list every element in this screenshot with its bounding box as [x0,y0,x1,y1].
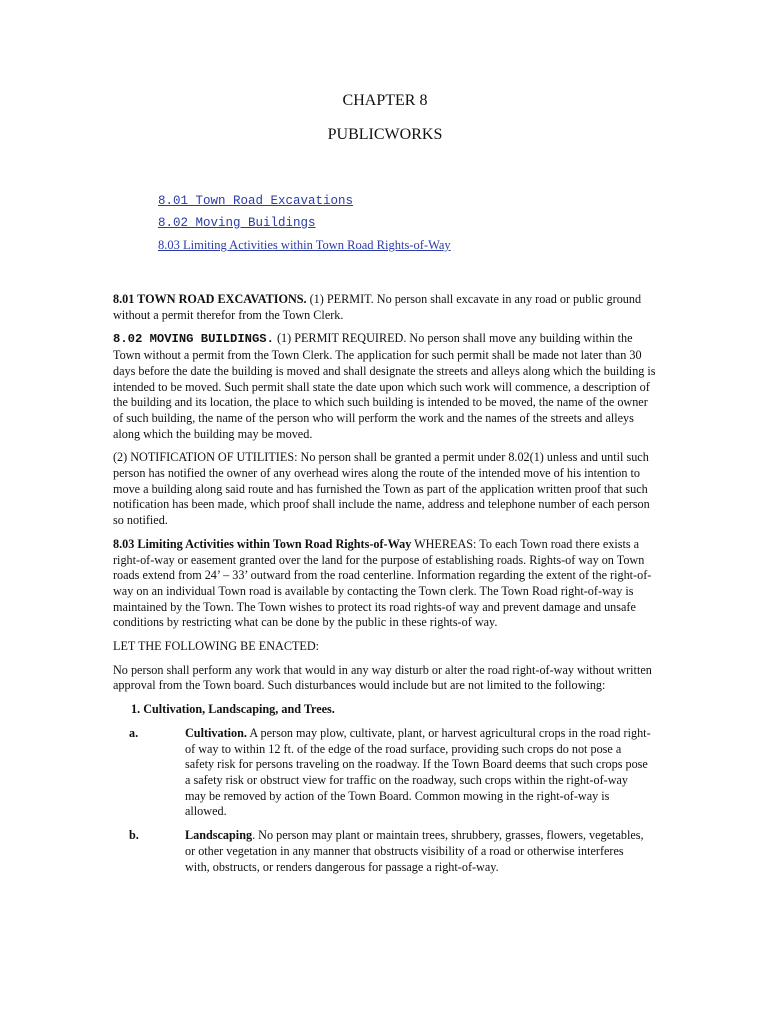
section-heading: 8.01 TOWN ROAD EXCAVATIONS. [113,292,307,306]
subitem-body: A person may plow, cultivate, plant, or harvest agricultural crops in the road right-of way to within 12 ft. of the edge of the road surface, providing such crops do not pose a safety risk for persons traveling on the roadway. If the Town Board deems that such crops pose a safety risk or obstruct view for traffic on the roadway, such crops within the right-of-way may be removed by action of the Town Board. Common mowing in the right-of-way is allowed. [185,725,651,819]
section-8-03 [113,537,657,631]
section-text: WHEREAS: To each Town road there exists a right-of-way or easement granted over the land for the purpose of establishing roads. Rights-of way on Town roads extend from 24’ – 33’ outward from the road centerline. Information regarding the extent of the right-of-way on an individual Town road is available by contacting the Town clerk. The Town Road right-of-way is maintained by the Town. The Town wishes to protect its road rights-of way and prevent damage and unsafe conditions by restricting what can be done by the public in these rights-of way. [113,536,652,630]
toc-link-8-02[interactable]: 8.02 Moving Buildings [158,216,316,230]
subitem-body: . No person may plant or maintain trees, shrubbery, grasses, flowers, vegetables, or other vegetation in any manner that obstructs visibility of a road or otherwise interferes with, obstructs, or renders dangerous for passage a right-of-way. [185,828,644,874]
section-8-02 [113,331,657,442]
subitem-a [113,726,657,820]
subitem-b [113,828,657,875]
section-8-02-para-2: (2) NOTIFICATION OF UTILITIES: No person shall be granted a permit under 8.02(1) unless and until such person has notified the owner of any overhead wires along the route of the intended move of his intention to move a building along said route and has furnished the Town as part of the application written proof that such notification has been made, which proof shall include the name, address and telephone number of each person so notified. [113,450,650,528]
toc-link-8-03[interactable]: 8.03 Limiting Activities within Town Road Rights-of-Way [158,238,451,252]
section-8-01 [113,292,657,323]
section-text: (1) PERMIT. No person shall excavate in any road or public ground without a permit therefor from the Town Clerk. [113,292,642,322]
subitem-text [185,828,657,875]
chapter-heading: CHAPTER 8 [342,92,428,109]
section-text: (1) PERMIT REQUIRED. No person shall move any building within the Town without a permit from the Town Clerk. The application for such permit shall be made not later than 30 days before the date the building is moved and shall designate the streets and alleys along which the building is intended to be moved. Such permit shall state the date upon which such work will commence, a description of the building and its location, the place to which such building is intended to be moved, the name of the owner of such building, the name of the person who will perform the work and the names of the streets and alleys along which the building may be moved. [113,331,656,441]
subitem-label: b. [129,828,139,843]
enacted-line: LET THE FOLLOWING BE ENACTED: [113,639,320,654]
table-of-contents [158,194,451,260]
section-heading: 8.03 Limiting Activities within Town Road Rights-of-Way [113,536,412,551]
subitem-text [185,726,657,820]
document-body [113,292,657,883]
subitem-label: a. [129,725,139,740]
numbered-item-1: 1. Cultivation, Landscaping, and Trees. [131,702,335,717]
section-heading: 8.02 MOVING BUILDINGS. [113,332,274,347]
subitem-heading: Landscaping [185,828,253,843]
chapter-title: PUBLICWORKS [327,126,443,143]
toc-link-8-01[interactable]: 8.01 Town Road Excavations [158,194,354,208]
subitem-heading: Cultivation. [185,725,247,740]
disturbance-intro: No person shall perform any work that would in any way disturb or alter the road right-of-way without written approval from the Town board. Such disturbances would include but are not limited to the following: [113,662,652,693]
